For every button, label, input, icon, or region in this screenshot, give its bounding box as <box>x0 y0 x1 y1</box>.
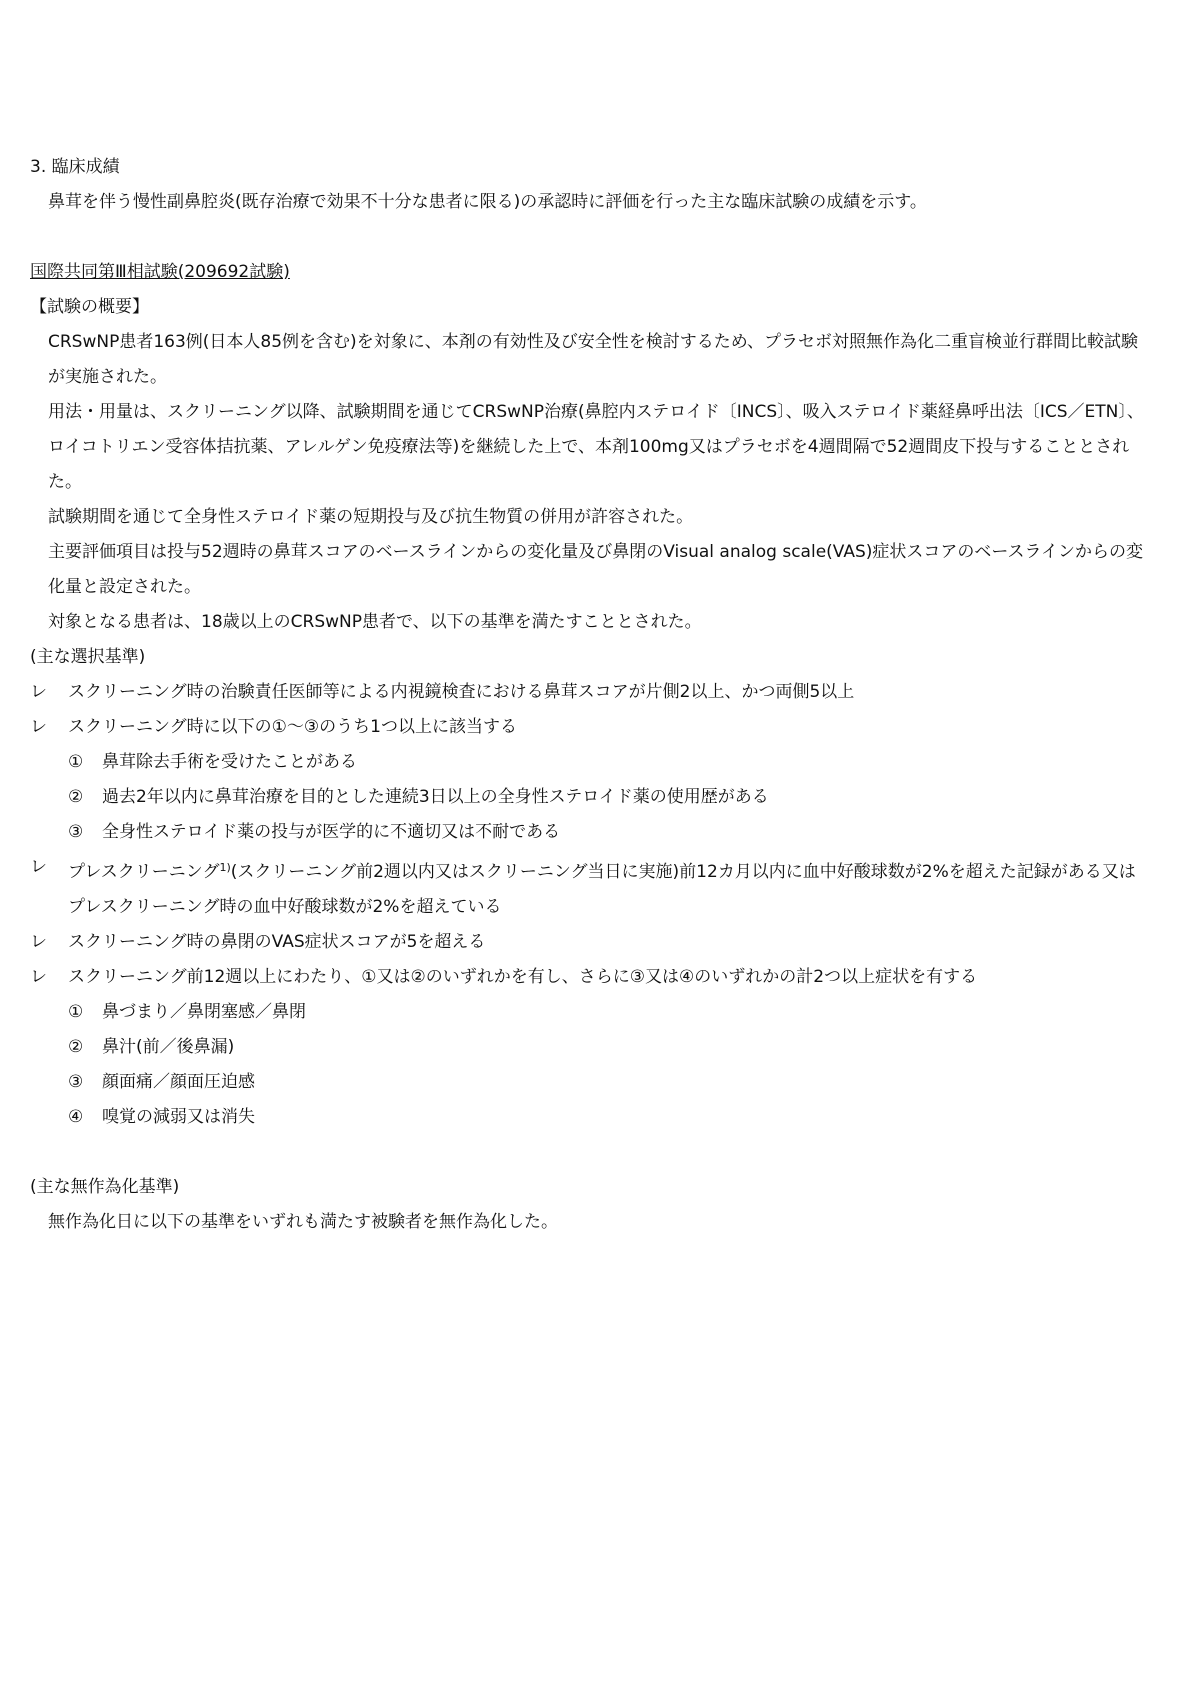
sub-criterion <box>30 745 1150 780</box>
criterion-5 <box>30 960 1150 995</box>
overview-paragraph-4: 主要評価項目は投与52週時の鼻茸スコアのベースラインからの変化量及び鼻閉のVisual analog scale(VAS)症状スコアのベースラインからの変化量と設定された。 <box>48 542 1144 597</box>
overview-paragraph-5: 対象となる患者は、18歳以上のCRSwNP患者で、以下の基準を満たすこととされた。 <box>48 612 702 632</box>
sub-criterion <box>30 995 1150 1030</box>
sub-criterion-mark: ③ <box>68 1072 84 1092</box>
criterion-text: スクリーニング時の治験責任医師等による内視鏡検査における鼻茸スコアが片側2以上、かつ両側5以上 <box>68 682 855 702</box>
spacer <box>30 220 1150 255</box>
section-number: 3. <box>30 157 47 177</box>
overview-paragraph-2: 用法・用量は、スクリーニング以降、試験期間を通じてCRSwNP治療(鼻腔内ステロイド〔INCS〕、吸入ステロイド薬経鼻呼出法〔ICS／ETN〕、ロイコトリエン受容体拮抗薬、アレルゲン免疫療法等)を継続した上で、本剤100mg又はプラセボを4週間隔で52週間皮下投与することとされた。 <box>48 402 1144 492</box>
sub-criterion <box>30 780 1150 815</box>
checkmark-bullet: レ <box>30 857 47 877</box>
sub-criterion-text: 過去2年以内に鼻茸治療を目的とした連続3日以上の全身性ステロイド薬の使用歴がある <box>102 787 769 807</box>
section-intro: 鼻茸を伴う慢性副鼻腔炎(既存治療で効果不十分な患者に限る)の承認時に評価を行った主な臨床試験の成績を示す。 <box>48 192 927 212</box>
overview-heading: 【試験の概要】 <box>30 297 149 317</box>
criterion-3 <box>30 850 1150 925</box>
sub-criterion-mark: ① <box>68 752 84 772</box>
checkmark-bullet: レ <box>30 682 47 702</box>
sub-criterion-mark: ③ <box>68 822 84 842</box>
sub-criterion-mark: ② <box>68 1037 84 1057</box>
selection-criteria-heading: (主な選択基準) <box>30 647 146 667</box>
criterion-text-pre: プレスクリーニング <box>68 862 220 882</box>
sub-criterion <box>30 815 1150 850</box>
sub-criterion-text: 鼻茸除去手術を受けたことがある <box>102 752 357 772</box>
sub-criterion-text: 鼻づまり／鼻閉塞感／鼻閉 <box>102 1002 306 1022</box>
checkmark-bullet: レ <box>30 967 47 987</box>
overview-paragraph-3: 試験期間を通じて全身性ステロイド薬の短期投与及び抗生物質の併用が許容された。 <box>48 507 694 527</box>
criterion-1 <box>30 675 1150 710</box>
randomization-heading: (主な無作為化基準) <box>30 1177 180 1197</box>
overview-paragraph-1: CRSwNP患者163例(日本人85例を含む)を対象に、本剤の有効性及び安全性を検討するため、プラセボ対照無作為化二重盲検並行群間比較試験が実施された。 <box>48 332 1139 387</box>
reference-superscript: 1) <box>219 861 231 874</box>
spacer <box>30 1135 1150 1170</box>
criterion-4 <box>30 925 1150 960</box>
sub-criterion <box>30 1065 1150 1100</box>
document-page <box>30 150 1150 1240</box>
section-title: 臨床成績 <box>51 157 120 177</box>
sub-criterion-mark: ① <box>68 1002 84 1022</box>
sub-criterion-text: 鼻汁(前／後鼻漏) <box>102 1037 235 1057</box>
sub-criterion-text: 顔面痛／顔面圧迫感 <box>102 1072 255 1092</box>
sub-criterion-mark: ④ <box>68 1107 84 1127</box>
trial-title: 国際共同第Ⅲ相試験(209692試験) <box>30 262 290 282</box>
trial-title-row <box>30 255 1150 290</box>
sub-criterion-mark: ② <box>68 787 84 807</box>
criterion-text: スクリーニング前12週以上にわたり、①又は②のいずれかを有し、さらに③又は④のいずれかの計2つ以上症状を有する <box>68 967 978 987</box>
randomization-text: 無作為化日に以下の基準をいずれも満たす被験者を無作為化した。 <box>48 1212 558 1232</box>
criterion-text: スクリーニング時の鼻閉のVAS症状スコアが5を超える <box>68 932 486 952</box>
criterion-2 <box>30 710 1150 745</box>
sub-criterion-text: 嗅覚の減弱又は消失 <box>102 1107 255 1127</box>
sub-criterion <box>30 1100 1150 1135</box>
section-heading <box>30 150 1150 185</box>
checkmark-bullet: レ <box>30 717 47 737</box>
criterion-text-post: (スクリーニング前2週以内又はスクリーニング当日に実施)前12カ月以内に血中好酸球数が2%を超えた記録がある又はプレスクリーニング時の血中好酸球数が2%を超えている <box>68 862 1136 917</box>
checkmark-bullet: レ <box>30 932 47 952</box>
criterion-text: スクリーニング時に以下の①～③のうち1つ以上に該当する <box>68 717 517 737</box>
sub-criterion <box>30 1030 1150 1065</box>
sub-criterion-text: 全身性ステロイド薬の投与が医学的に不適切又は不耐である <box>102 822 561 842</box>
